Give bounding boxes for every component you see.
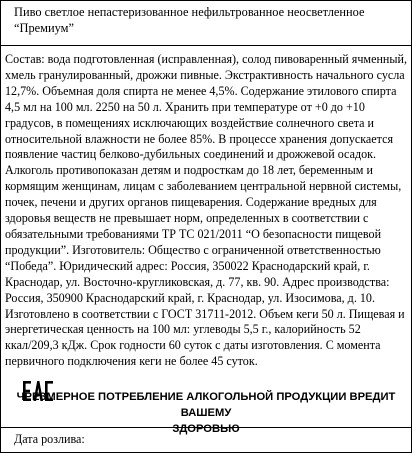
bottling-date-row xyxy=(1,427,411,453)
composition-text: Состав: вода подготовленная (исправленная), солод пивоваренный ячменный, хмель гранулированный, дрожжи пивные. Экстрактивность начального сусла 12,7%. Объемная доля спирта не менее 4,5%. Содержание этилового спирта 4,5 мл на 100 мл. 2250 на 50 л. Хранить при температуре от +0 до +10 градусов, в помещениях исключающих воздействие солнечного света и относительной влажности не более 85%. В процессе хранения допускается появление частиц белково-дубильных соединений и дрожжевой осадок. Алкоголь противопоказан детям и подросткам до 18 лет, беременным и кормящим женщинам, лицам с заболеванием центральной нервной системы, почек, печени и других органов пищеварения. Содержание вредных для здоровья веществ не превышает норм, определенных в соответствии с обязательными требованиями ТР ТС 021/2011 “О безопасности пищевой продукции”. Изготовитель: Общество с ограниченной ответственностью “Победа”. Юридический адрес: Россия, 350022 Краснодарский край, г. Краснодар, ул. Восточно-кругликовская, д. 77, кв. 90. Адрес производства: Россия, 350900 Краснодарский край, г. Краснодар, ул. Изосимова, д. 10. Изготовлено в соответствии с ГОСТ 31711-2012. Объем кеги 50 л. Пищевая и энергетическая ценность на 100 мл: углеводы 5,5 г., калорийность 52 ккал/209,3 кДж. Срок годности 60 суток с даты изготовления. С момента первичного подключения кеги не более 45 суток. xyxy=(5,52,408,369)
product-title-line-2: “Премиум” xyxy=(14,21,74,35)
health-warning-line-2: ЗДОРОВЬЮ xyxy=(172,423,240,435)
health-warning-line-1: ЧРЕЗМЕРНОЕ ПОТРЕБЛЕНИЕ АЛКОГОЛЬНОЙ ПРОДУКЦИИ ВРЕДИТ ВАШЕМУ xyxy=(16,391,396,419)
product-title xyxy=(14,4,406,36)
product-title-line-1: Пиво светлое непастеризованное нефильтрованное неосветленное xyxy=(14,5,365,19)
bottling-date-label: Дата розлива: xyxy=(14,432,85,446)
label-header xyxy=(1,1,411,46)
